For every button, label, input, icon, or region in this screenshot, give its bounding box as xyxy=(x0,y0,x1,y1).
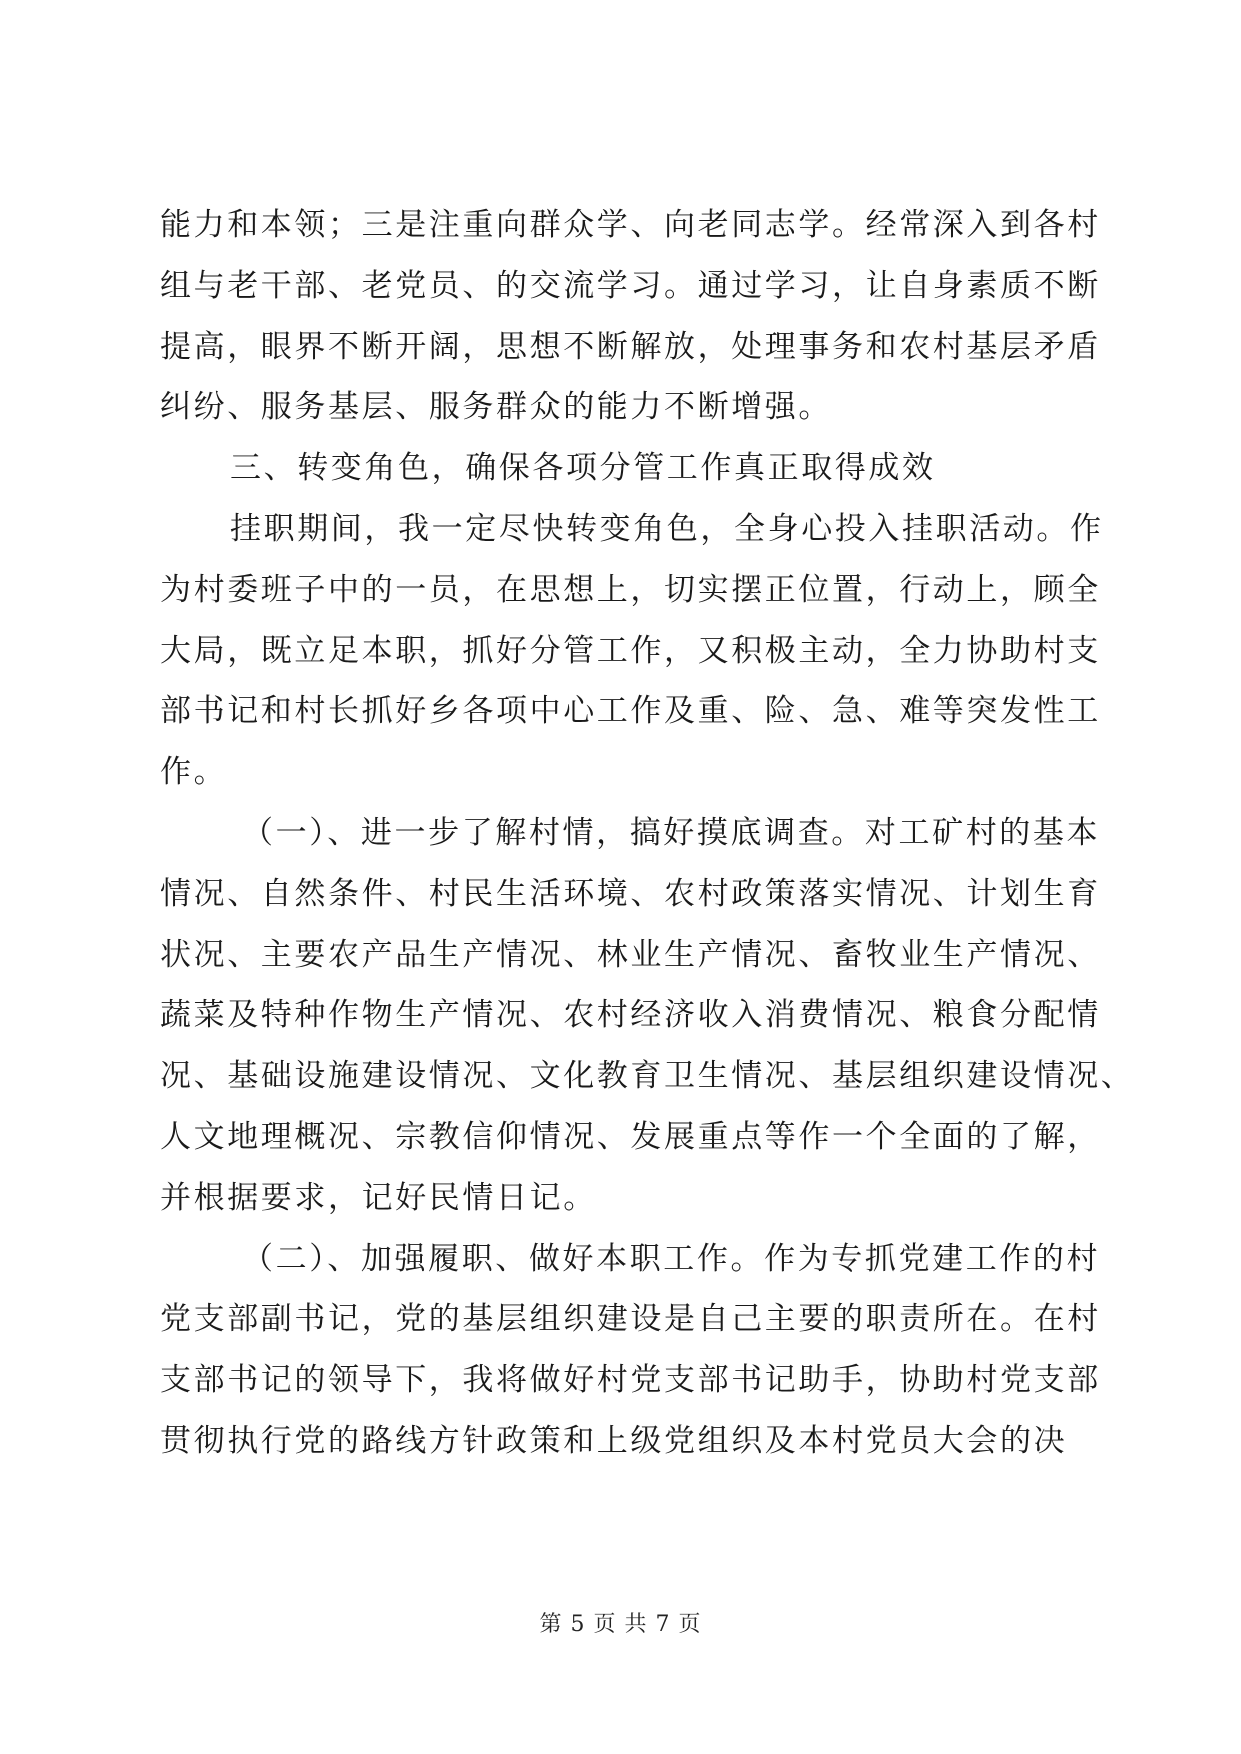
subsection-paragraph-start: （二）、加强履职、做好本职工作。作为专抓党建工作的村 xyxy=(242,1241,1101,1277)
page-footer: 第 5 页 共 7 页 xyxy=(539,1612,702,1637)
body-text-line: 提高，眼界不断开阔，思想不断解放，处理事务和农村基层矛盾 xyxy=(160,329,1101,365)
body-text-line: 党支部副书记，党的基层组织建设是自己主要的职责所在。在村 xyxy=(160,1301,1101,1337)
body-text-line: 贯彻执行党的路线方针政策和上级党组织及本村党员大会的决 xyxy=(160,1423,1068,1459)
body-text-line: 支部书记的领导下，我将做好村党支部书记助手，协助村党支部 xyxy=(160,1362,1101,1398)
body-text-line: 作。 xyxy=(160,754,228,790)
body-text-line: 并根据要求，记好民情日记。 xyxy=(160,1180,597,1216)
body-text-line: 情况、自然条件、村民生活环境、农村政策落实情况、计划生育 xyxy=(160,876,1101,912)
body-text-line: 状况、主要农产品生产情况、林业生产情况、畜牧业生产情况、 xyxy=(160,937,1101,973)
body-text-line: 蔬菜及特种作物生产情况、农村经济收入消费情况、粮食分配情 xyxy=(160,997,1101,1033)
subsection-paragraph-start: （一）、进一步了解村情，搞好摸底调查。对工矿村的基本 xyxy=(242,815,1101,851)
body-text-line: 纠纷、服务基层、服务群众的能力不断增强。 xyxy=(160,389,832,425)
body-text-line: 为村委班子中的一员，在思想上，切实摆正位置，行动上，顾全 xyxy=(160,572,1101,608)
body-text-line: 况、基础设施建设情况、文化教育卫生情况、基层组织建设情况、 xyxy=(160,1058,1135,1094)
body-text-line: 部书记和村长抓好乡各项中心工作及重、险、急、难等突发性工 xyxy=(160,693,1101,729)
body-text-line: 人文地理概况、宗教信仰情况、发展重点等作一个全面的了解， xyxy=(160,1119,1101,1155)
section-heading: 三、转变角色，确保各项分管工作真正取得成效 xyxy=(230,450,936,486)
body-text-line: 组与老干部、老党员、的交流学习。通过学习，让自身素质不断 xyxy=(160,268,1101,304)
body-text-line: 挂职期间，我一定尽快转变角色，全身心投入挂职活动。作 xyxy=(230,511,1104,547)
body-text-line: 大局，既立足本职，抓好分管工作，又积极主动，全力协助村支 xyxy=(160,633,1101,669)
body-text-line: 能力和本领；三是注重向群众学、向老同志学。经常深入到各村 xyxy=(160,207,1101,243)
